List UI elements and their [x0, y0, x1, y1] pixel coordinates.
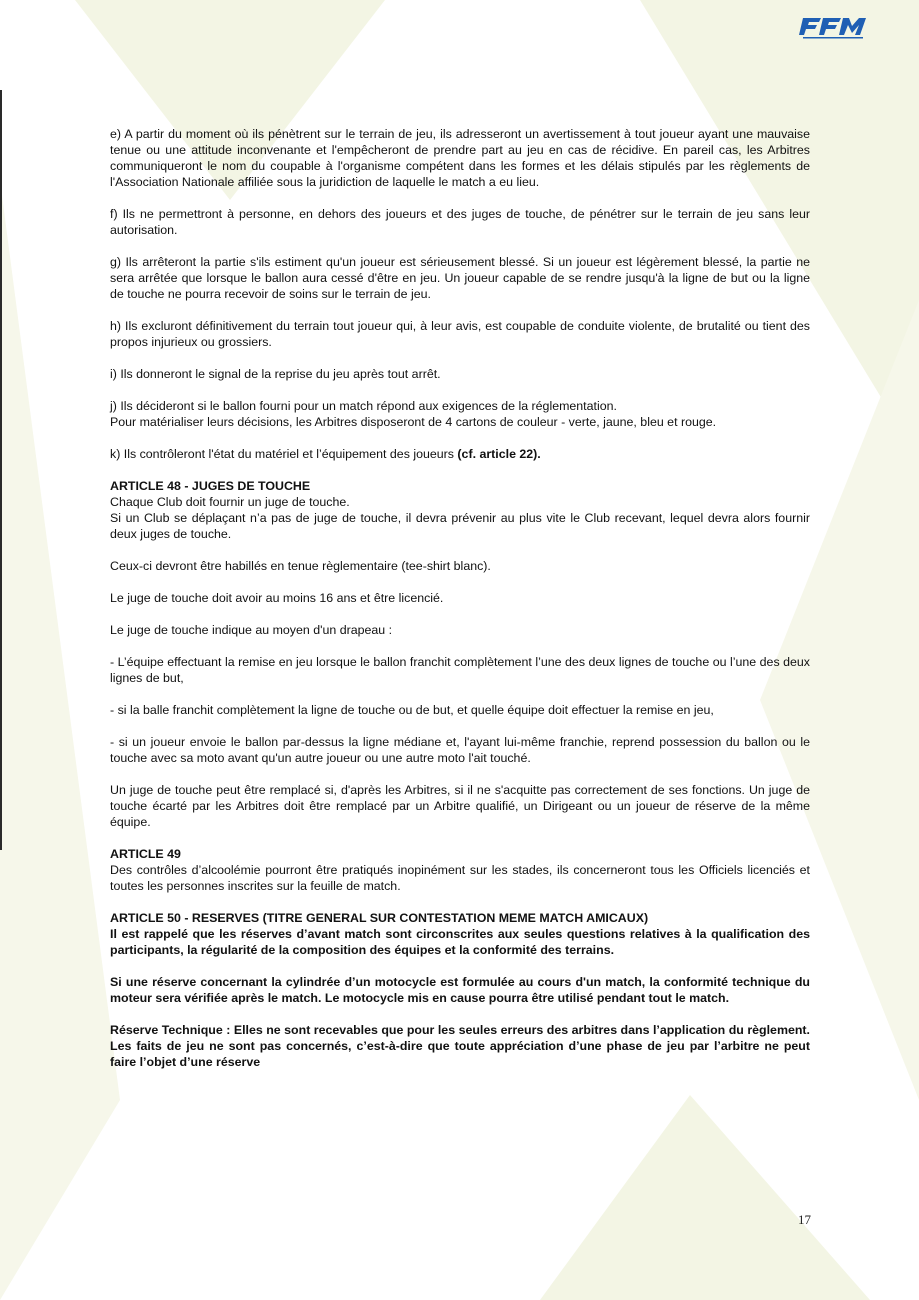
article-48-p2: Si un Club se déplaçant n’a pas de juge de touche, il devra prévenir au plus vite le Club recevant, lequel devra alors fournir deux juges de touche.	[110, 511, 810, 541]
article-50-p1: Il est rappelé que les réserves d’avant match sont circonscrites aux seules questions relatives à la qualification des participants, la régularité de la composition des équipes et la conformité des terrains.	[110, 927, 810, 957]
paragraph-j: j) Ils décideront si le ballon fourni pour un match répond aux exigences de la réglementation.	[110, 399, 617, 413]
article-48-p6: - L’équipe effectuant la remise en jeu lorsque le ballon franchit complètement l’une des deux lignes de touche ou l’une des deux lignes de but,	[110, 655, 810, 685]
article-48-p8: - si un joueur envoie le ballon par-dessus la ligne médiane et, l'ayant lui-même franchie, reprend possession du ballon ou le touche avec sa moto avant qu'un autre joueur ou une autre moto l'ait touché.	[110, 735, 810, 765]
article-48-p3: Ceux-ci devront être habillés en tenue règlementaire (tee-shirt blanc).	[110, 559, 491, 573]
paragraph-e: e) A partir du moment où ils pénètrent sur le terrain de jeu, ils adresseront un avertissement à tout joueur ayant une mauvaise tenue ou une attitude inconvenante et l'empêcheront de prendre part au jeu en cas de récidive. En pareil cas, les Arbitres communiqueront le nom du coupable à l'organisme compétent dans les formes et les délais stipulés par les règlements de l'Association Nationale affiliée sous la juridiction de laquelle le match a eu lieu.	[110, 127, 810, 189]
article-48-p4: Le juge de touche doit avoir au moins 16 ans et être licencié.	[110, 591, 444, 605]
paragraph-h: h) Ils excluront définitivement du terrain tout joueur qui, à leur avis, est coupable de conduite violente, de brutalité ou tient des propos injurieux ou grossiers.	[110, 319, 810, 349]
paragraph-k-text: k) Ils contrôleront l'état du matériel et l’équipement des joueurs	[110, 447, 458, 461]
article-50-p3: Réserve Technique : Elles ne sont recevables que pour les seules erreurs des arbitres dans l’application du règlement. Les faits de jeu ne sont pas concernés, c’est-à-dire que toute appréciation d’une phase de jeu par l’arbitre ne peut faire l’objet d’une réserve	[110, 1023, 810, 1069]
article-48-p1: Chaque Club doit fournir un juge de touche.	[110, 495, 350, 509]
article-50-p2: Si une réserve concernant la cylindrée d’un motocycle est formulée au cours d'un match, la conformité technique du moteur sera vérifiée après le match. Le motocycle mis en cause pourra être utilisé pendant tout le match.	[110, 975, 810, 1005]
paragraph-k	[110, 446, 810, 462]
page-number: 17	[798, 1212, 811, 1227]
article-48-p5: Le juge de touche indique au moyen d'un drapeau :	[110, 623, 393, 637]
document-body	[110, 126, 810, 1086]
paragraph-f: f) Ils ne permettront à personne, en dehors des joueurs et des juges de touche, de pénétrer sur le terrain de jeu sans leur autorisation.	[110, 207, 810, 237]
article-49-p1: Des contrôles d’alcoolémie pourront être pratiqués inopinément sur les stades, ils concerneront tous les Officiels licenciés et toutes les personnes inscrites sur la feuille de match.	[110, 863, 810, 893]
bg-triangle-bottom	[540, 1095, 870, 1300]
article-48-p9: Un juge de touche peut être remplacé si, d'après les Arbitres, si il ne s'acquitte pas correctement de ses fonctions. Un juge de touche écarté par les Arbitres doit être remplacé par un Arbitre qualifié, un Dirigeant ou un joueur de réserve de la même équipe.	[110, 783, 810, 829]
left-margin-rule	[0, 90, 2, 850]
article-49-heading: ARTICLE 49	[110, 847, 181, 861]
bg-triangle-left	[0, 180, 120, 1300]
paragraph-k-reference: (cf. article 22).	[457, 447, 541, 461]
ffm-logo-icon	[799, 16, 867, 40]
paragraph-g: g) Ils arrêteront la partie s'ils estiment qu'un joueur est sérieusement blessé. Si un joueur est légèrement blessé, la partie ne sera arrêtée que lorsque le ballon aura cessé d'être en jeu. Un joueur capable de se rendre jusqu'à la ligne de but ou la ligne de touche ne pourra recevoir de soins sur le terrain de jeu.	[110, 255, 810, 301]
paragraph-i: i) Ils donneront le signal de la reprise du jeu après tout arrêt.	[110, 367, 441, 381]
paragraph-j-cards: Pour matérialiser leurs décisions, les Arbitres disposeront de 4 cartons de couleur - verte, jaune, bleu et rouge.	[110, 415, 717, 429]
article-48-p7: - si la balle franchit complètement la ligne de touche ou de but, et quelle équipe doit effectuer la remise en jeu,	[110, 703, 714, 717]
article-50-heading: ARTICLE 50 - RESERVES (TITRE GENERAL SUR CONTESTATION MEME MATCH AMICAUX)	[110, 911, 649, 925]
article-48-heading: ARTICLE 48 - JUGES DE TOUCHE	[110, 479, 311, 493]
